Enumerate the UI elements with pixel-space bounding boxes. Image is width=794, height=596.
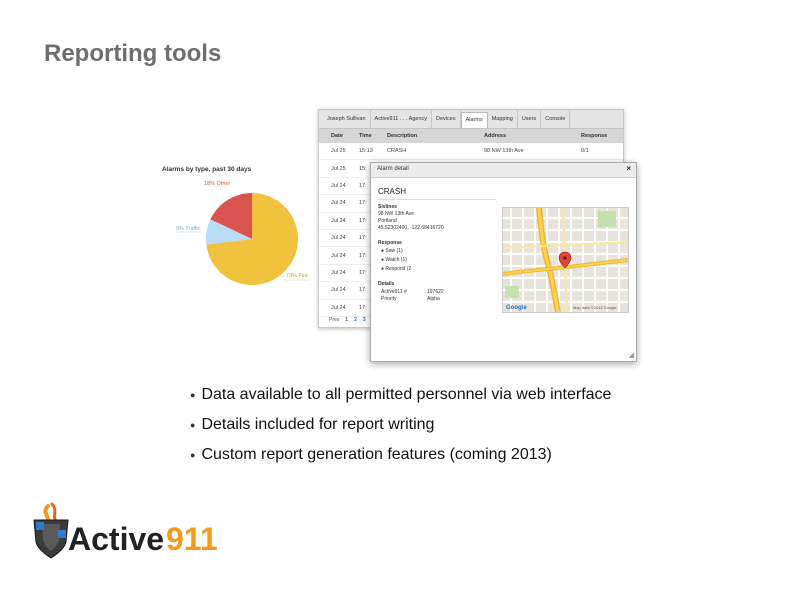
cell-date: Jul 24: [331, 235, 346, 242]
response-item: ● Respond (2: [381, 266, 412, 272]
table-row[interactable]: [319, 143, 623, 160]
cell-time: 17:: [359, 304, 367, 311]
incident-address: 98 NW 13th Ave: [378, 211, 415, 217]
response-watch: Watch (1): [385, 257, 407, 263]
pagination: [329, 317, 366, 323]
detail-value-id: 197622: [427, 289, 444, 295]
cell-time: 17:: [359, 269, 367, 276]
bullet-list: [190, 380, 611, 470]
pager-page-2[interactable]: 2: [354, 317, 357, 323]
incident-type: CRASH: [378, 187, 407, 196]
cell-description: CRASH: [387, 148, 407, 155]
alarm-detail-header: [371, 163, 636, 178]
logo-text-main: Active: [68, 521, 165, 557]
pie-label-fire: 73% Fire: [286, 273, 309, 279]
nav-tabs: [319, 110, 623, 129]
tab-devices[interactable]: Devices: [432, 110, 461, 128]
incident-place: Sivlines: [378, 204, 397, 210]
alarm-detail-window: [370, 162, 637, 362]
alarm-detail-title: Alarm detail: [377, 166, 409, 172]
cell-time: 15:: [359, 165, 367, 172]
logo-svg: [30, 500, 220, 562]
cell-time: 17:: [359, 287, 367, 294]
cell-date: Jul 24: [331, 182, 346, 189]
pie-svg: [160, 164, 320, 294]
response-saw: Saw (1): [385, 248, 403, 254]
incident-map[interactable]: [502, 207, 629, 313]
divider: [378, 199, 496, 200]
cell-date: Jul 25: [331, 165, 346, 172]
bullet-item: [190, 410, 611, 440]
pie-label-traffic: 9% Traffic: [176, 226, 201, 232]
bullet-dot-icon: ●: [190, 450, 196, 460]
detail-label-priority: Priority: [381, 296, 397, 302]
active911-logo: [30, 500, 220, 562]
col-description[interactable]: Description: [387, 133, 418, 139]
col-date[interactable]: Date: [331, 133, 343, 139]
cell-response: 0/1: [581, 148, 589, 155]
pager-page-1[interactable]: 1: [345, 317, 349, 323]
logo-text-num: 911: [166, 521, 218, 557]
cell-date: Jul 24: [331, 200, 346, 207]
bullet-item: [190, 440, 611, 470]
details-heading: Details: [378, 281, 395, 287]
cell-time: 17:: [359, 252, 367, 259]
tab-users[interactable]: Users: [518, 110, 541, 128]
bullet-dot-icon: ●: [190, 390, 196, 400]
detail-value-priority: Alpha: [427, 296, 440, 302]
cell-time: 17:: [359, 182, 367, 189]
cell-time: 17:: [359, 200, 367, 207]
pager-prev[interactable]: Prev: [329, 317, 340, 323]
col-address[interactable]: Address: [484, 133, 507, 139]
bullet-text: Details included for report writing: [201, 416, 435, 433]
tab-agency[interactable]: Active911 . . . Agency: [371, 110, 432, 128]
tab-console[interactable]: Console: [541, 110, 570, 128]
map-brand: Google: [506, 305, 527, 311]
bullet-item: [190, 380, 611, 410]
alarms-pie-chart: [160, 164, 320, 294]
bullet-text: Data available to all permitted personnel via web interface: [201, 386, 612, 403]
col-time[interactable]: Time: [359, 133, 372, 139]
cell-time: 17:: [359, 235, 367, 242]
response-heading: Response: [378, 240, 402, 246]
cell-time: 17:: [359, 217, 367, 224]
cell-date: Jul 24: [331, 287, 346, 294]
resize-grip-icon[interactable]: ◢: [628, 352, 634, 359]
bullet-dot-icon: ●: [190, 420, 196, 430]
bullet-text: Custom report generation features (coming 2013): [201, 446, 552, 463]
cell-time: 15:13: [359, 148, 373, 155]
tab-alarms[interactable]: Alarms: [461, 112, 488, 128]
map-svg: [503, 208, 628, 312]
cell-date: Jul 24: [331, 269, 346, 276]
response-respond: Respond (2: [385, 266, 412, 272]
detail-label-id: Active911 #: [381, 289, 407, 295]
tab-account[interactable]: Joseph Sullivan: [323, 110, 371, 128]
cell-date: Jul 24: [331, 217, 346, 224]
pie-chart-title: Alarms by type, past 30 days: [162, 166, 252, 173]
cell-address: 98 NW 13th Ave: [484, 148, 524, 155]
response-item: ● Watch (1): [381, 257, 407, 263]
incident-coords: 45.52302400, -122.68416720: [378, 225, 444, 231]
response-item: ● Saw (1): [381, 248, 403, 254]
cell-date: Jul 24: [331, 252, 346, 259]
col-response[interactable]: Response: [581, 133, 608, 139]
incident-city: Portland: [378, 218, 397, 224]
close-icon[interactable]: ×: [626, 164, 631, 173]
cell-date: Jul 24: [331, 304, 346, 311]
tab-mapping[interactable]: Mapping: [488, 110, 518, 128]
cell-date: Jul 25: [331, 148, 346, 155]
pie-label-other: 18% Other: [204, 181, 231, 187]
slide-title: Reporting tools: [44, 40, 222, 67]
pager-page-3[interactable]: 3: [362, 317, 366, 323]
map-credit: Map data ©2012 Google: [573, 305, 617, 310]
table-header: [319, 129, 623, 143]
